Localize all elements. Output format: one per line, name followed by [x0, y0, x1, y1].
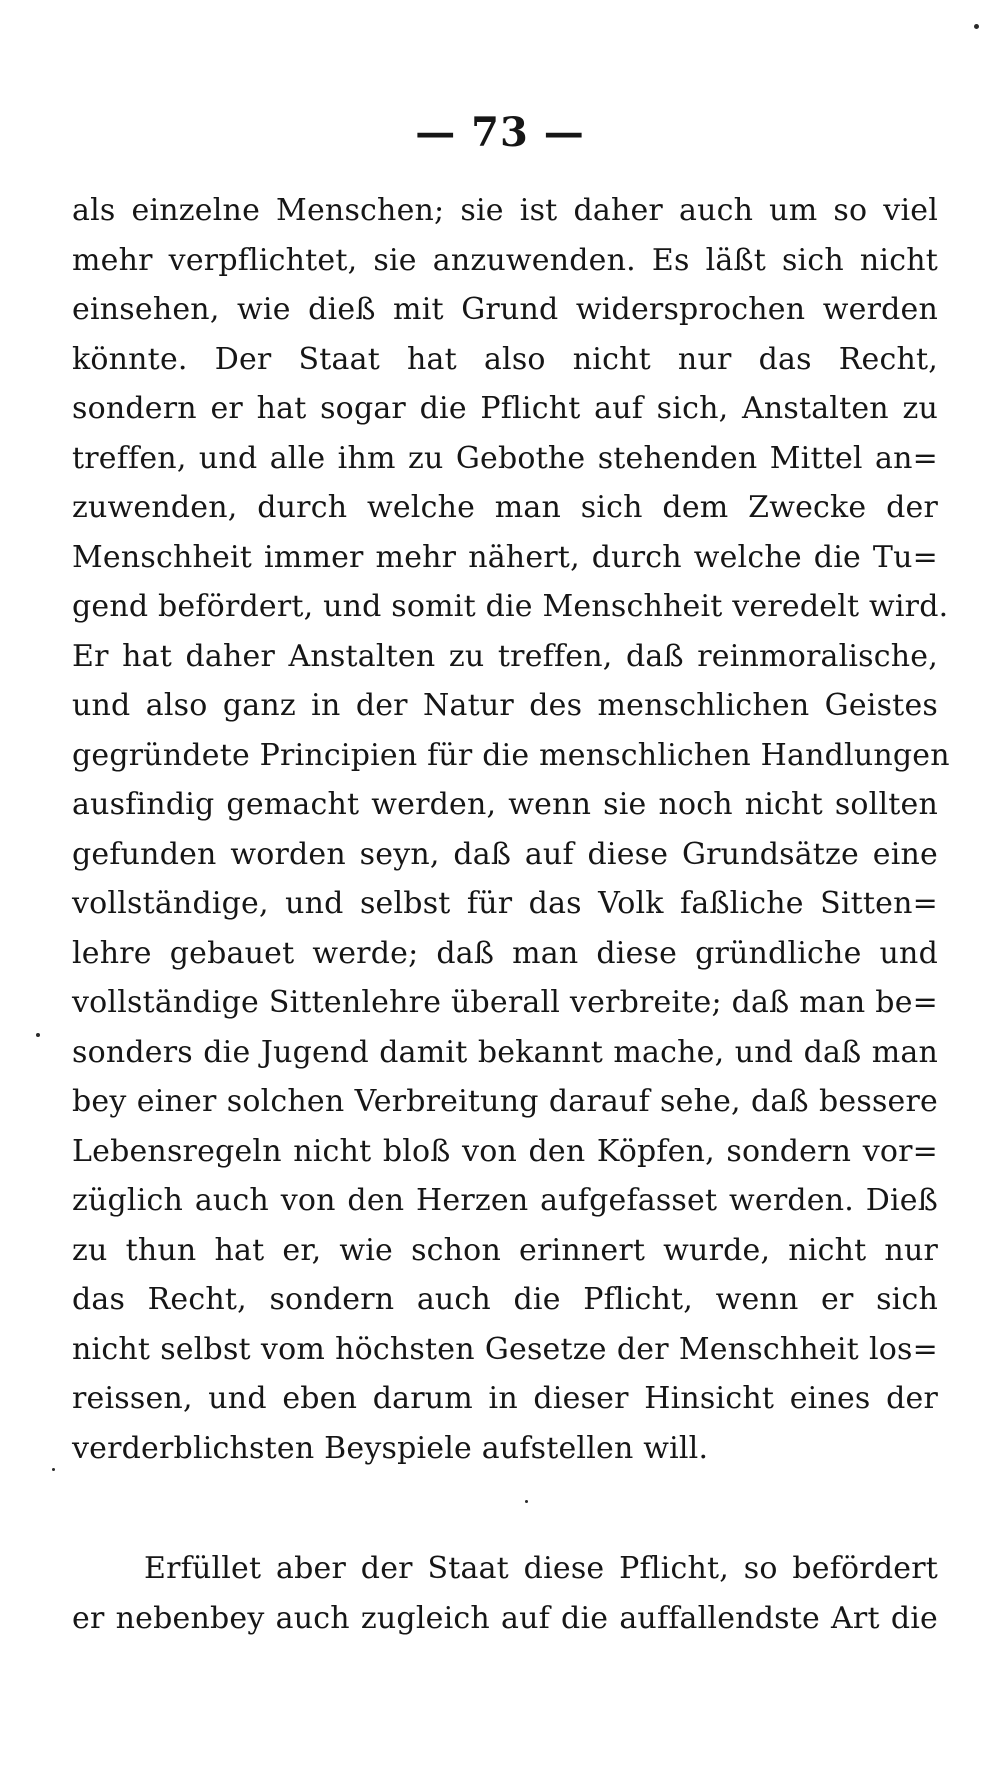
scan-speck — [974, 24, 979, 29]
text-line: das Recht, sondern auch die Pflicht, wenn er sich — [72, 1282, 938, 1317]
text-line: zuwenden, durch welche man sich dem Zwecke der — [72, 490, 938, 525]
text-line: vollständige, und selbst für das Volk faßliche Sitten= — [72, 886, 938, 921]
text-line: einsehen, wie dieß mit Grund widersprochen werden — [72, 292, 938, 327]
text-line: Menschheit immer mehr nähert, durch welche die Tu= — [72, 539, 938, 575]
text-line: sonders die Jugend damit bekannt mache, und daß man — [72, 1034, 938, 1070]
text-line: sondern er hat sogar die Pflicht auf sich, Anstalten zu — [72, 391, 938, 426]
text-line: gend befördert, und somit die Menschheit veredelt wird. — [72, 589, 949, 624]
body-text — [72, 186, 950, 1643]
text-line: und also ganz in der Natur des menschlichen Geistes — [72, 688, 938, 723]
text-line: Er hat daher Anstalten zu treffen, daß reinmoralische, — [72, 638, 938, 674]
text-line: ausfindig gemacht werden, wenn sie noch nicht sollten — [72, 787, 938, 822]
scan-speck — [52, 1468, 55, 1471]
text-line: verderblichsten Beyspiele aufstellen will. — [72, 1430, 709, 1466]
paragraph — [72, 186, 950, 1473]
text-line: mehr verpflichtet, sie anzuwenden. Es läßt sich nicht — [72, 242, 938, 278]
page-number: — 73 — — [415, 109, 585, 156]
text-line: bey einer solchen Verbreitung darauf sehe, daß bessere — [72, 1084, 938, 1119]
scan-speck — [36, 1033, 40, 1037]
text-line: zu thun hat er, wie schon erinnert wurde, nicht nur — [72, 1232, 938, 1268]
text-line: Lebensregeln nicht bloß von den Köpfen, sondern vor= — [72, 1133, 938, 1169]
text-line: Erfüllet aber der Staat diese Pflicht, so befördert — [144, 1551, 938, 1586]
text-line: gegründete Principien für die menschlichen Handlungen — [72, 737, 950, 773]
text-line: reissen, und eben darum in dieser Hinsicht eines der — [72, 1381, 938, 1416]
page-header — [0, 100, 1000, 160]
paragraph — [72, 1544, 938, 1643]
text-line: vollständige Sittenlehre überall verbreite; daß man be= — [72, 985, 938, 1020]
text-line: könnte. Der Staat hat also nicht nur das Recht, — [72, 341, 938, 377]
paragraph-gap — [72, 1473, 938, 1544]
text-line: züglich auch von den Herzen aufgefasset werden. Dieß — [72, 1183, 938, 1218]
text-line: als einzelne Menschen; sie ist daher auch um so viel — [72, 193, 938, 228]
text-line: nicht selbst vom höchsten Gesetze der Menschheit los= — [72, 1331, 938, 1367]
text-line: treffen, und alle ihm zu Gebothe stehenden Mittel an= — [72, 440, 938, 476]
text-line: gefunden worden seyn, daß auf diese Grundsätze eine — [72, 836, 938, 872]
scan-speck — [525, 1500, 528, 1503]
text-line: er nebenbey auch zugleich auf die auffallendste Art die — [72, 1600, 938, 1636]
text-line: lehre gebauet werde; daß man diese gründliche und — [72, 935, 938, 971]
